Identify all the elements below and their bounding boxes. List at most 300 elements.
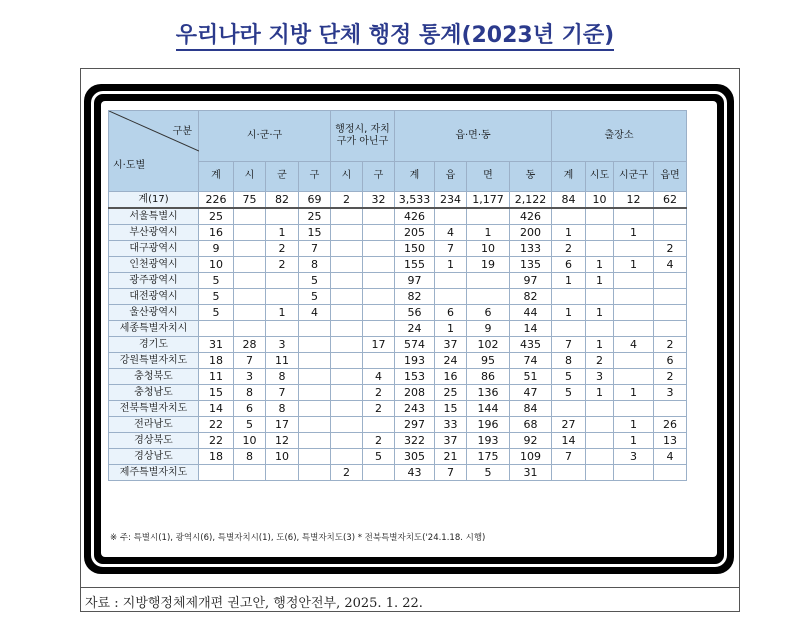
table-cell [234, 241, 266, 257]
table-cell [199, 321, 234, 337]
table-cell: 86 [467, 369, 510, 385]
sub-header: 시군구 [614, 161, 654, 191]
table-cell: 1 [586, 305, 614, 321]
table-cell: 1 [435, 257, 467, 273]
table-cell: 102 [467, 337, 510, 353]
table-cell [331, 449, 363, 465]
table-cell: 5 [199, 305, 234, 321]
table-cell [614, 401, 654, 417]
table-row [109, 321, 687, 337]
table-cell: 1 [614, 417, 654, 433]
table-cell: 2 [363, 433, 395, 449]
table-cell: 1 [467, 225, 510, 241]
table-cell: 4 [299, 305, 331, 321]
table-cell: 2 [266, 257, 299, 273]
sub-header: 구 [299, 161, 331, 191]
table-cell: 10 [199, 257, 234, 273]
table-cell [299, 369, 331, 385]
table-cell: 1 [266, 225, 299, 241]
table-cell [331, 417, 363, 433]
table-cell: 7 [435, 241, 467, 257]
table-cell: 10 [266, 449, 299, 465]
table-cell: 10 [586, 192, 614, 209]
table-cell: 175 [467, 449, 510, 465]
table-cell [552, 321, 586, 337]
sub-header: 시도 [586, 161, 614, 191]
table-cell: 6 [654, 353, 687, 369]
table-cell: 97 [395, 273, 435, 289]
table-cell: 1 [586, 257, 614, 273]
table-cell: 82 [266, 192, 299, 209]
table-cell: 3 [654, 385, 687, 401]
table-cell: 17 [266, 417, 299, 433]
table-cell: 2 [654, 241, 687, 257]
table-cell [266, 465, 299, 481]
sido-label: 시·도별 [113, 160, 146, 171]
table-cell: 32 [363, 192, 395, 209]
table-row [109, 353, 687, 369]
table-cell: 196 [467, 417, 510, 433]
table-cell: 14 [552, 433, 586, 449]
table-cell: 21 [435, 449, 467, 465]
table-cell [435, 208, 467, 225]
row-label: 부산광역시 [109, 225, 199, 241]
table-cell [234, 305, 266, 321]
table-cell [234, 321, 266, 337]
table-cell: 135 [510, 257, 552, 273]
row-label: 경상남도 [109, 449, 199, 465]
table-cell: 234 [435, 192, 467, 209]
table-cell [299, 465, 331, 481]
row-label: 광주광역시 [109, 273, 199, 289]
table-cell: 95 [467, 353, 510, 369]
table-cell: 3,533 [395, 192, 435, 209]
table-cell: 2 [586, 353, 614, 369]
table-cell: 1 [435, 321, 467, 337]
table-cell: 208 [395, 385, 435, 401]
table-cell [363, 305, 395, 321]
group-header-haengjeongsi: 행정시, 자치구가 아닌구 [331, 111, 395, 162]
table-cell [654, 321, 687, 337]
table-cell: 153 [395, 369, 435, 385]
table-cell [614, 273, 654, 289]
table-cell: 68 [510, 417, 552, 433]
table-row [109, 289, 687, 305]
table-cell [331, 305, 363, 321]
table-cell [299, 449, 331, 465]
table-cell [363, 289, 395, 305]
table-cell: 3 [234, 369, 266, 385]
table-cell: 9 [467, 321, 510, 337]
table-cell: 56 [395, 305, 435, 321]
table-cell [299, 401, 331, 417]
table-cell [331, 321, 363, 337]
sub-header: 계 [395, 161, 435, 191]
table-cell: 1 [266, 305, 299, 321]
table-cell: 24 [395, 321, 435, 337]
table-cell: 31 [199, 337, 234, 353]
table-row [109, 337, 687, 353]
table-cell [654, 208, 687, 225]
row-label: 대구광역시 [109, 241, 199, 257]
table-cell [331, 273, 363, 289]
table-cell [614, 305, 654, 321]
table-cell: 2 [363, 385, 395, 401]
table-cell: 4 [435, 225, 467, 241]
table-cell: 7 [266, 385, 299, 401]
table-cell [467, 208, 510, 225]
table-cell: 51 [510, 369, 552, 385]
table-cell: 82 [395, 289, 435, 305]
table-cell: 150 [395, 241, 435, 257]
table-cell: 297 [395, 417, 435, 433]
table-cell [435, 273, 467, 289]
row-label: 경기도 [109, 337, 199, 353]
table-cell: 4 [654, 257, 687, 273]
table-cell: 2 [654, 369, 687, 385]
table-cell: 5 [467, 465, 510, 481]
table-cell [266, 208, 299, 225]
table-cell: 193 [395, 353, 435, 369]
table-cell [331, 401, 363, 417]
table-cell [614, 208, 654, 225]
table-cell: 31 [510, 465, 552, 481]
table-cell: 2 [266, 241, 299, 257]
table-cell: 2,122 [510, 192, 552, 209]
table-cell [331, 385, 363, 401]
table-cell: 8 [234, 385, 266, 401]
table-cell: 1 [586, 385, 614, 401]
table-cell [586, 449, 614, 465]
table-cell [331, 353, 363, 369]
row-label: 울산광역시 [109, 305, 199, 321]
table-cell [363, 241, 395, 257]
table-cell [552, 289, 586, 305]
table-cell: 1,177 [467, 192, 510, 209]
table-cell [299, 353, 331, 369]
page-title: 우리나라 지방 단체 행정 통계(2023년 기준) [0, 18, 790, 49]
table-cell: 109 [510, 449, 552, 465]
table-cell: 6 [467, 305, 510, 321]
table-row [109, 401, 687, 417]
table-cell [234, 257, 266, 273]
table-cell: 3 [614, 449, 654, 465]
table-cell: 205 [395, 225, 435, 241]
table-note: ※ 주: 특별시(1), 광역시(6), 특별자치시(1), 도(6), 특별자치도(3) * 전북특별자치도('24.1.18. 시행) [110, 533, 486, 543]
table-cell [199, 465, 234, 481]
table-cell: 3 [266, 337, 299, 353]
table-cell: 5 [552, 369, 586, 385]
table-cell: 43 [395, 465, 435, 481]
table-cell [363, 225, 395, 241]
table-cell [586, 465, 614, 481]
table-cell: 44 [510, 305, 552, 321]
table-cell: 4 [363, 369, 395, 385]
table-cell: 10 [234, 433, 266, 449]
table-cell [586, 321, 614, 337]
table-cell: 136 [467, 385, 510, 401]
table-cell [654, 225, 687, 241]
table-cell [299, 417, 331, 433]
diagonal-line [109, 111, 199, 191]
table-cell: 5 [363, 449, 395, 465]
table-row [109, 192, 687, 209]
table-cell [614, 465, 654, 481]
table-cell: 8 [234, 449, 266, 465]
table-cell [586, 225, 614, 241]
table-cell: 25 [435, 385, 467, 401]
table-cell [234, 289, 266, 305]
table-row [109, 449, 687, 465]
table-row [109, 208, 687, 225]
table-cell [331, 241, 363, 257]
group-header-chuljangso: 출장소 [552, 111, 687, 162]
table-cell: 2 [363, 401, 395, 417]
sub-header: 구 [363, 161, 395, 191]
table-cell [435, 289, 467, 305]
table-cell [299, 337, 331, 353]
table-cell [614, 321, 654, 337]
table-cell [552, 208, 586, 225]
table-cell [363, 465, 395, 481]
table-cell: 69 [299, 192, 331, 209]
table-cell [234, 273, 266, 289]
row-label: 서울특별시 [109, 208, 199, 225]
table-cell: 7 [552, 337, 586, 353]
table-cell: 2 [552, 241, 586, 257]
table-cell: 5 [299, 273, 331, 289]
table-cell: 322 [395, 433, 435, 449]
table-cell [467, 289, 510, 305]
table-cell [299, 385, 331, 401]
table-cell: 97 [510, 273, 552, 289]
sub-header: 면 [467, 161, 510, 191]
table-cell: 4 [654, 449, 687, 465]
table-cell [331, 257, 363, 273]
table-cell: 37 [435, 337, 467, 353]
table-cell: 8 [266, 369, 299, 385]
table-cell [363, 273, 395, 289]
table-cell: 1 [614, 433, 654, 449]
table-cell: 33 [435, 417, 467, 433]
table-cell: 9 [199, 241, 234, 257]
table-cell [266, 273, 299, 289]
table-cell: 1 [586, 273, 614, 289]
table-cell: 17 [363, 337, 395, 353]
table-cell [586, 208, 614, 225]
table-cell: 22 [199, 417, 234, 433]
group-header-eupmyeondong: 읍·면·동 [395, 111, 552, 162]
table-cell: 28 [234, 337, 266, 353]
table-row [109, 305, 687, 321]
table-cell: 426 [395, 208, 435, 225]
sub-header: 군 [266, 161, 299, 191]
table-cell: 5 [199, 289, 234, 305]
table-cell: 5 [199, 273, 234, 289]
table-cell: 22 [199, 433, 234, 449]
table-cell: 8 [552, 353, 586, 369]
table-cell [552, 465, 586, 481]
table-cell: 193 [467, 433, 510, 449]
sub-header: 읍면 [654, 161, 687, 191]
table-cell [331, 289, 363, 305]
table-cell [266, 289, 299, 305]
table-cell: 243 [395, 401, 435, 417]
row-label: 충청북도 [109, 369, 199, 385]
table-cell [266, 321, 299, 337]
table-cell [586, 433, 614, 449]
table-row [109, 417, 687, 433]
table-cell: 16 [199, 225, 234, 241]
table-cell [331, 208, 363, 225]
table-cell: 82 [510, 289, 552, 305]
table-cell: 2 [331, 465, 363, 481]
table-cell: 574 [395, 337, 435, 353]
table-cell: 1 [614, 225, 654, 241]
table-cell: 1 [586, 337, 614, 353]
table-cell: 8 [299, 257, 331, 273]
table-cell [654, 289, 687, 305]
table-cell [654, 273, 687, 289]
table-cell: 144 [467, 401, 510, 417]
source-separator [80, 587, 740, 588]
row-label: 경상북도 [109, 433, 199, 449]
table-cell: 1 [552, 225, 586, 241]
table-cell: 7 [435, 465, 467, 481]
sub-header: 시 [234, 161, 266, 191]
row-label: 계(17) [109, 192, 199, 209]
table-cell [363, 353, 395, 369]
table-cell: 12 [266, 433, 299, 449]
table-row [109, 241, 687, 257]
sub-header: 시 [331, 161, 363, 191]
table-cell: 1 [552, 305, 586, 321]
row-label: 전라남도 [109, 417, 199, 433]
table-cell: 24 [435, 353, 467, 369]
table-cell: 84 [510, 401, 552, 417]
row-label: 세종특별자치시 [109, 321, 199, 337]
table-cell [331, 433, 363, 449]
table-cell [614, 289, 654, 305]
table-cell: 3 [586, 369, 614, 385]
statistics-table [108, 110, 687, 481]
corner-header-cell [109, 111, 199, 192]
sub-header: 읍 [435, 161, 467, 191]
row-label: 강원특별자치도 [109, 353, 199, 369]
table-cell: 75 [234, 192, 266, 209]
table-cell: 7 [552, 449, 586, 465]
table-cell: 26 [654, 417, 687, 433]
table-cell: 155 [395, 257, 435, 273]
table-cell [331, 337, 363, 353]
table-cell: 84 [552, 192, 586, 209]
table-cell: 18 [199, 353, 234, 369]
table-cell: 4 [614, 337, 654, 353]
table-cell: 11 [266, 353, 299, 369]
sub-header: 계 [199, 161, 234, 191]
table-cell [363, 257, 395, 273]
table-cell [654, 305, 687, 321]
sub-header: 계 [552, 161, 586, 191]
table-cell: 12 [614, 192, 654, 209]
row-label: 전북특별자치도 [109, 401, 199, 417]
table-cell: 14 [510, 321, 552, 337]
source-caption: 자료 : 지방행정체제개편 권고안, 행정안전부, 2025. 1. 22. [85, 596, 423, 611]
row-label: 충청남도 [109, 385, 199, 401]
table-cell [331, 225, 363, 241]
row-label: 인천광역시 [109, 257, 199, 273]
table-cell: 8 [266, 401, 299, 417]
table-cell: 15 [435, 401, 467, 417]
table-cell: 2 [331, 192, 363, 209]
group-header-sigungu: 시·군·구 [199, 111, 331, 162]
table-cell [467, 273, 510, 289]
table-cell [586, 417, 614, 433]
table-cell [586, 289, 614, 305]
table-cell [552, 401, 586, 417]
table-row [109, 257, 687, 273]
table-cell: 133 [510, 241, 552, 257]
table-cell: 7 [234, 353, 266, 369]
table-cell: 7 [299, 241, 331, 257]
row-label: 대전광역시 [109, 289, 199, 305]
table-row [109, 433, 687, 449]
table-cell [614, 241, 654, 257]
table-cell: 1 [614, 385, 654, 401]
table-cell [331, 369, 363, 385]
table-cell [654, 401, 687, 417]
table-cell [586, 241, 614, 257]
table-cell: 11 [199, 369, 234, 385]
table-cell: 226 [199, 192, 234, 209]
table-cell [363, 417, 395, 433]
table-cell: 6 [435, 305, 467, 321]
table-cell: 13 [654, 433, 687, 449]
table-cell: 19 [467, 257, 510, 273]
table-cell: 2 [654, 337, 687, 353]
table-cell: 435 [510, 337, 552, 353]
table-cell: 5 [299, 289, 331, 305]
table-cell: 62 [654, 192, 687, 209]
table-cell: 74 [510, 353, 552, 369]
table-cell: 15 [299, 225, 331, 241]
table-cell [234, 208, 266, 225]
table-cell [299, 321, 331, 337]
table-cell: 15 [199, 385, 234, 401]
table-cell: 6 [552, 257, 586, 273]
table-cell: 6 [234, 401, 266, 417]
table-cell [363, 208, 395, 225]
table-cell [614, 353, 654, 369]
table-cell: 16 [435, 369, 467, 385]
table-cell: 92 [510, 433, 552, 449]
table-cell: 10 [467, 241, 510, 257]
table-row [109, 225, 687, 241]
table-cell: 37 [435, 433, 467, 449]
table-cell [363, 321, 395, 337]
table-cell [614, 369, 654, 385]
table-cell [234, 465, 266, 481]
table-cell: 1 [614, 257, 654, 273]
table-cell: 47 [510, 385, 552, 401]
table-cell: 14 [199, 401, 234, 417]
table-cell: 5 [234, 417, 266, 433]
table-row [109, 385, 687, 401]
table-cell: 5 [552, 385, 586, 401]
table-cell: 200 [510, 225, 552, 241]
sub-header: 동 [510, 161, 552, 191]
table-cell: 305 [395, 449, 435, 465]
